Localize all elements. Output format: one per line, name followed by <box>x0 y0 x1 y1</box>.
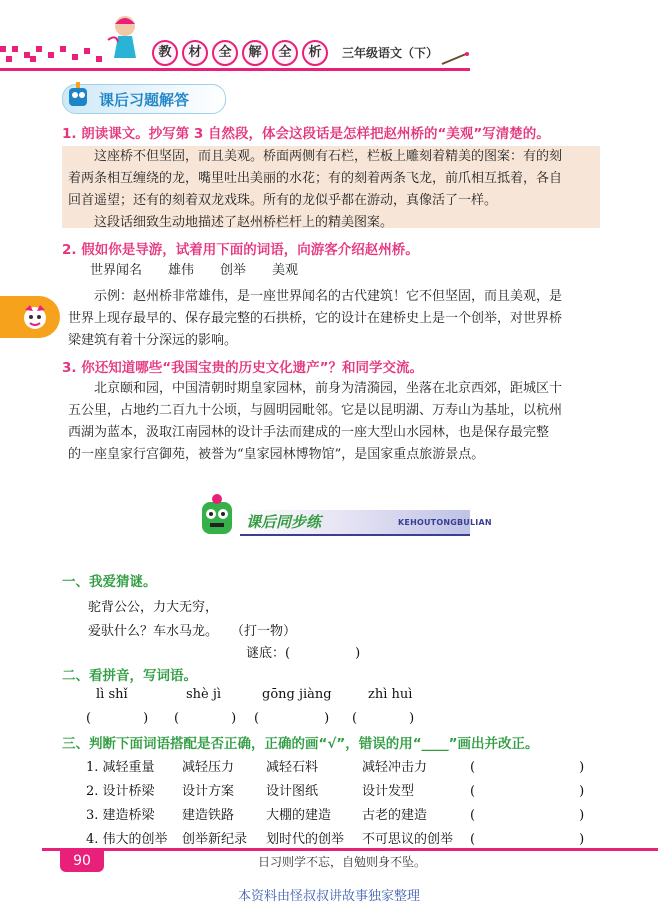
title-char: 材 <box>182 40 208 66</box>
title-char: 解 <box>242 40 268 66</box>
row-item: 设计方案 <box>182 784 235 799</box>
row-item: 创举新纪录 <box>182 832 248 847</box>
row-item: 古老的建造 <box>362 808 428 823</box>
book-title <box>152 40 328 66</box>
row-item: 1. 减轻重量 <box>86 760 155 775</box>
answer-blank[interactable]: ( ) <box>470 832 585 847</box>
answer-line: 这段话细致生动地描述了赵州桥栏杆上的精美图案。 <box>68 215 394 230</box>
fairy-mascot-icon <box>106 12 144 62</box>
question-3: 3. 你还知道哪些“我国宝贵的历史文化遗产”？和同学交流。 <box>62 360 423 376</box>
answer-blank[interactable]: ( ) <box>86 711 149 726</box>
exercise-2-heading: 二、看拼音，写词语。 <box>62 668 197 684</box>
footer-rule <box>42 848 658 851</box>
row-item: 设计图纸 <box>266 784 319 799</box>
answer-blank[interactable]: ( ) <box>352 711 415 726</box>
page-number: 90 <box>60 850 104 872</box>
row-item: 减轻冲击力 <box>362 760 428 775</box>
answer-line: 世界上现存最早的、保存最完整的石拱桥，它的设计在建桥史上是一个创举，对世界桥 <box>68 311 563 326</box>
row-item: 3. 建造桥梁 <box>86 808 155 823</box>
answer-line: 的一座皇家行宫御苑，被誉为“皇家园林博物馆”，是国家重点旅游景点。 <box>68 447 485 462</box>
title-char: 全 <box>212 40 238 66</box>
row-item: 减轻压力 <box>182 760 235 775</box>
robot-mascot-icon <box>64 82 92 112</box>
banner-title: 课后同步练 <box>246 513 322 531</box>
header-rule <box>0 68 470 71</box>
grade-label: 三年级语文（下） <box>342 46 439 60</box>
pinyin: lì shǐ <box>96 687 128 702</box>
title-char: 教 <box>152 40 178 66</box>
exercise-1-heading: 一、我爱猜谜。 <box>62 574 157 590</box>
answer-line: 着两条相互缠绕的龙，嘴里吐出美丽的水花；有的刻着两条飞龙，前爪相互抵着，各自 <box>68 171 563 186</box>
row-item: 大棚的建造 <box>266 808 332 823</box>
motto: 日习则学不忘，自勉则身不坠。 <box>258 855 427 869</box>
answer-line: 西湖为蓝本，汲取江南园林的设计手法而建成的一座大型山水园林，也是保存最完整 <box>68 425 550 440</box>
section-badge-title: 课后习题解答 <box>99 91 190 109</box>
cartoon-face-icon <box>20 302 50 332</box>
answer-line: 这座桥不但坚固，而且美观。桥面两侧有石栏，栏板上雕刻着精美的图案：有的刻 <box>68 149 563 164</box>
row-item: 2. 设计桥梁 <box>86 784 155 799</box>
row-item: 设计发型 <box>362 784 415 799</box>
answer-line: 回首遥望；还有的刻着双龙戏珠。所有的龙似乎都在游动，真像活了一样。 <box>68 193 498 208</box>
row-item: 4. 伟大的创举 <box>86 832 168 847</box>
riddle-line: 爱驮什么？车水马龙。 （打一物） <box>88 624 297 639</box>
banner-pinyin: KEHOUTONGBULIAN <box>398 518 492 527</box>
answer-blank[interactable]: ( ) <box>470 808 585 823</box>
pinyin: zhì huì <box>368 687 413 702</box>
title-char: 全 <box>272 40 298 66</box>
answer-2 <box>68 286 602 352</box>
question-1: 1. 朗读课文。抄写第 3 自然段，体会这段话是怎样把赵州桥的“美观”写清楚的。 <box>62 126 550 142</box>
question-2: 2. 假如你是导游，试着用下面的词语，向游客介绍赵州桥。 <box>62 242 419 258</box>
answer-blank[interactable]: ( ) <box>174 711 237 726</box>
green-monster-icon <box>196 494 238 540</box>
answer-blank[interactable]: ( ) <box>254 711 330 726</box>
riddle-line: 驼背公公，力大无穷， <box>88 600 219 615</box>
pinyin: gōng jiàng <box>262 687 332 702</box>
answer-line: 北京颐和园，中国清朝时期皇家园林，前身为清漪园，坐落在北京西郊，距城区十 <box>68 381 563 396</box>
row-item: 划时代的创举 <box>266 832 345 847</box>
title-char: 析 <box>302 40 328 66</box>
answer-1 <box>68 146 598 234</box>
answer-line: 梁建筑有着十分深远的影响。 <box>68 333 238 348</box>
answer-blank[interactable]: ( ) <box>470 760 585 775</box>
pinyin: shè jì <box>186 687 222 702</box>
answer-3 <box>68 378 602 466</box>
answer-blank[interactable]: ( ) <box>470 784 585 799</box>
row-item: 减轻石料 <box>266 760 319 775</box>
exercise-3-heading: 三、判断下面词语搭配是否正确，正确的画“√”，错误的用“____”画出并改正。 <box>62 736 539 752</box>
word-list: 世界闻名 雄伟 创举 美观 <box>90 263 299 278</box>
side-tab <box>0 296 60 338</box>
row-item: 建造铁路 <box>182 808 235 823</box>
answer-line: 示例：赵州桥非常雄伟，是一座世界闻名的古代建筑！它不但坚固，而且美观，是 <box>68 289 563 304</box>
riddle-answer-blank[interactable]: 谜底：( ) <box>246 646 361 661</box>
pencil-icon <box>440 50 470 66</box>
row-item: 不可思议的创举 <box>362 832 454 847</box>
footer-note: 本资料由怪叔叔讲故事独家整理 <box>237 889 420 904</box>
answer-line: 五公里，占地约二百九十公顷，与圆明园毗邻。它是以昆明湖、万寿山为基址，以杭州 <box>68 403 563 418</box>
